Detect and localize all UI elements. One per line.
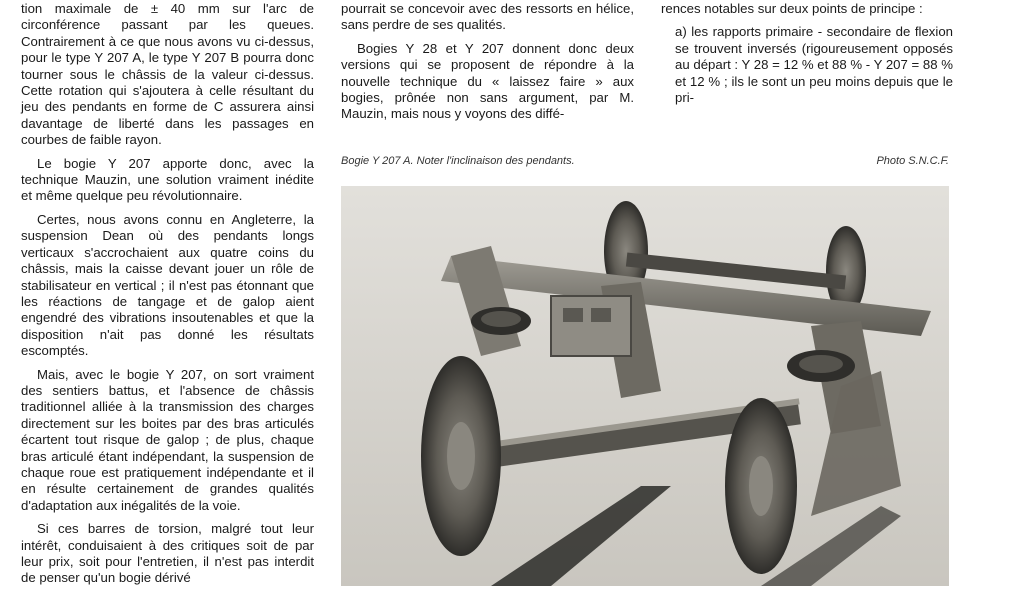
- photo-credit: Photo S.N.C.F.: [876, 155, 949, 167]
- paragraph: Mais, avec le bogie Y 207, on sort vraiment des sentiers battus, et l'absence de châssis traditionnel alliée à la transmission des charges directement sur les boites par des bras articulés écartent tout risque de galop ; de plus, chaque bras articulé étant indépendant, la suspension de chaque roue est pratiquement indépendante et il en résulte certainement de grandes qualités d'adaptation aux inégalités de la voie.: [21, 366, 314, 513]
- paragraph: Bogies Y 28 et Y 207 donnent donc deux versions qui se proposent de répondre à la nouvelle technique du « laissez faire » aux bogies, prônée non sans argument, par M. Mauzin, mais nous y voyons des diffé-: [341, 40, 634, 122]
- paragraph: rences notables sur deux points de principe :: [661, 1, 923, 16]
- column-middle: [341, 1, 634, 130]
- paragraph: tion maximale de ± 40 mm sur l'arc de circonférence passant par les queues. Contrairement à ce que nous avons vu ci-dessus, pour le type Y 207 A, le type Y 207 B pourra donc tourner sous le châssis de la valeur ci-dessus. Cette rotation qui s'ajoutera à celle résultant du jeu des pendants en forme de C assurera ainsi davantage de liberté dans les passages en courbes de faible rayon.: [21, 1, 314, 148]
- paragraph: Si ces barres de torsion, malgré tout leur intérêt, conduisaient à des critiques soit de par leur prix, soit pour l'entretien, il n'est pas interdit de penser qu'un bogie dérivé: [21, 521, 314, 586]
- column-right: [661, 1, 953, 106]
- list-item: a) les rapports primaire - secondaire de flexion se trouvent inversés (rigoureusement opposés au départ : Y 28 = 12 % et 88 % - Y 207 = 88 % et 12 % ; ils le sont un peu moins depuis que le pri-: [675, 24, 953, 106]
- paragraph: Le bogie Y 207 apporte donc, avec la technique Mauzin, une solution vraiment inédite et même quelque peu révolutionnaire.: [21, 155, 314, 204]
- figure-caption: Bogie Y 207 A. Noter l'inclinaison des pendants.: [341, 155, 575, 167]
- paragraph: pourrait se concevoir avec des ressorts en hélice, sans perdre de ses qualités.: [341, 1, 634, 33]
- bogie-illustration: [341, 186, 949, 586]
- paragraph: Certes, nous avons connu en Angleterre, la suspension Dean où des pendants longs verticaux s'accrochaient aux quatre coins du châssis, mais la caisse devant jouer un rôle de stabilisateur en vertical ; il n'est pas étonnant que les réactions de tangage et de galop aient engendré des vibrations insoutenables et que la disposition n'ait pas donné les résultats escomptés.: [21, 211, 314, 359]
- column-left: [21, 1, 314, 594]
- bogie-photo: [341, 186, 949, 586]
